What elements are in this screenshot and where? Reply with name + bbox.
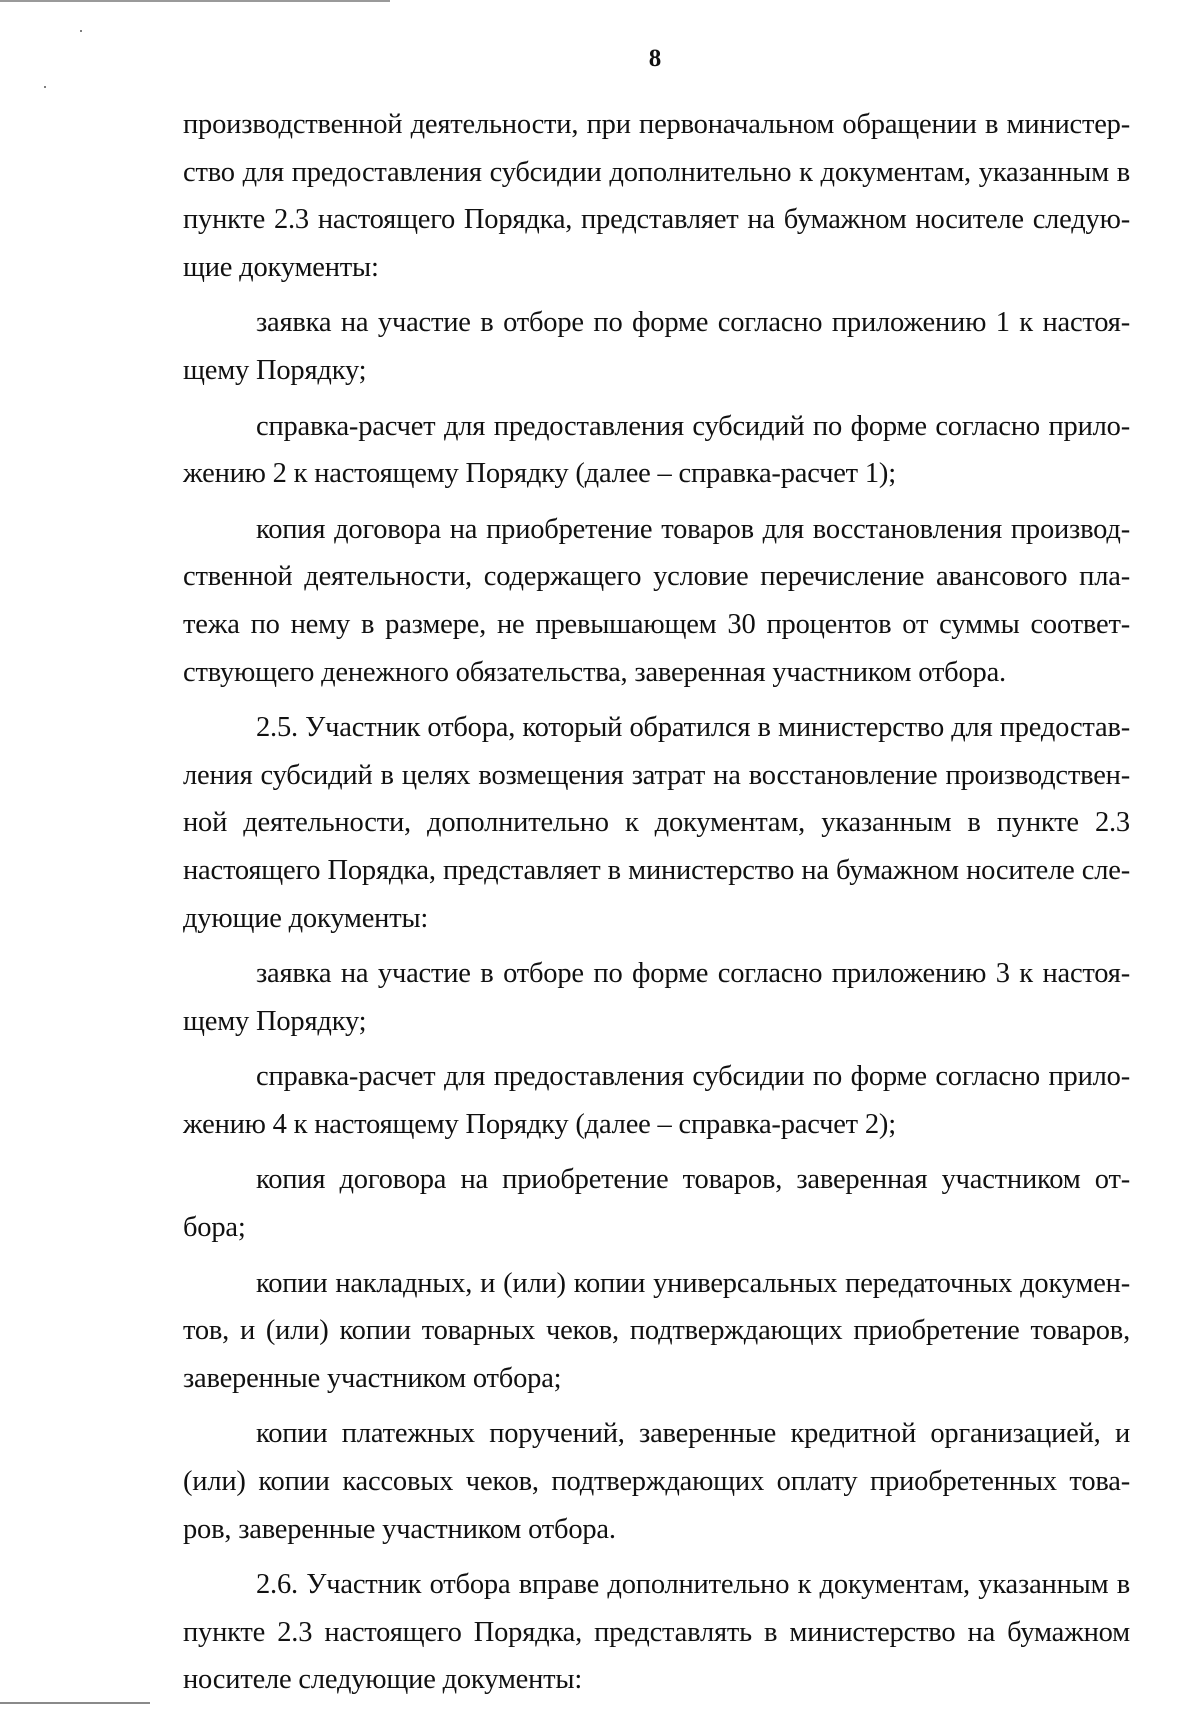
text-line: дующие документы: [183,902,429,934]
text-line: тежа по нему в размере, не превышающем 30 процентов от суммы соответ- [183,608,1130,640]
paragraph [183,704,1130,942]
text-line: пункте 2.3 настоящего Порядка, представляет на бумажном носителе следую- [183,204,1130,236]
text-line: копии накладных, и (или) копии универсальных передаточных докумен- [256,1267,1130,1299]
text-line: бора; [183,1212,246,1244]
paragraph [183,506,1130,696]
text-line: ственной деятельности, содержащего условие перечисление авансового пла- [183,561,1130,593]
text-line: ствующего денежного обязательства, заверенная участником отбора. [183,656,1006,688]
text-line: копии платежных поручений, заверенные кредитной организацией, и [256,1418,1130,1450]
text-line: ство для предоставления субсидии дополнительно к документам, указанным в [183,156,1130,188]
paragraph [183,299,1130,394]
text-line: щие документы: [183,251,379,283]
text-line: жению 4 к настоящему Порядку (далее – справка-расчет 2); [183,1108,896,1140]
text-line: настоящего Порядка, представляет в министерство на бумажном носителе сле- [183,854,1130,886]
text-line: производственной деятельности, при первоначальном обращении в министер- [183,109,1130,140]
text-line: заявка на участие в отборе по форме согласно приложению 3 к настоя- [256,958,1130,990]
text-line: справка-расчет для предоставления субсидий по форме согласно прило- [256,410,1130,442]
text-line: носителе следующие документы: [183,1664,583,1696]
text-line: жению 2 к настоящему Порядку (далее – справка-расчет 1); [183,458,896,490]
paragraph [183,101,1130,291]
text-line: тов, и (или) копии товарных чеков, подтверждающих приобретение товаров, [183,1315,1130,1347]
text-line: (или) копии кассовых чеков, подтверждающих оплату приобретенных това- [183,1466,1130,1498]
paragraph [183,1410,1130,1553]
text-line: ной деятельности, дополнительно к документам, указанным в пункте 2.3 [183,807,1130,839]
text-line: 2.6. Участник отбора вправе дополнительно к документам, указанным в [256,1569,1130,1601]
text-line: ров, заверенные участником отбора. [183,1513,616,1545]
paragraph [183,1053,1130,1148]
text-line: ления субсидий в целях возмещения затрат на восстановление производствен- [183,759,1130,791]
paragraph [183,403,1130,498]
text-line: 2.5. Участник отбора, который обратился в министерство для предостав- [256,712,1130,744]
paragraph [183,1561,1130,1704]
text-line: копия договора на приобретение товаров для восстановления производ- [256,513,1130,545]
paragraph [183,1156,1130,1251]
text-line: щему Порядку; [183,1005,367,1037]
text-line: щему Порядку; [183,354,367,386]
page-number: 8 [648,45,662,72]
scan-speck [80,30,82,32]
paragraph [183,1260,1130,1403]
text-line: копия договора на приобретение товаров, заверенная участником от- [256,1164,1130,1196]
text-line: пункте 2.3 настоящего Порядка, представлять в министерство на бумажном [183,1616,1130,1648]
scan-edge-bottom [0,1702,150,1704]
document-body [183,101,1130,1704]
text-line: заявка на участие в отборе по форме согласно приложению 1 к настоя- [256,307,1130,339]
text-line: заверенные участником отбора; [183,1362,562,1394]
paragraph [183,950,1130,1045]
scan-edge-top [0,0,390,2]
text-line: справка-расчет для предоставления субсидии по форме согласно прило- [256,1061,1130,1093]
scan-speck [44,86,46,88]
